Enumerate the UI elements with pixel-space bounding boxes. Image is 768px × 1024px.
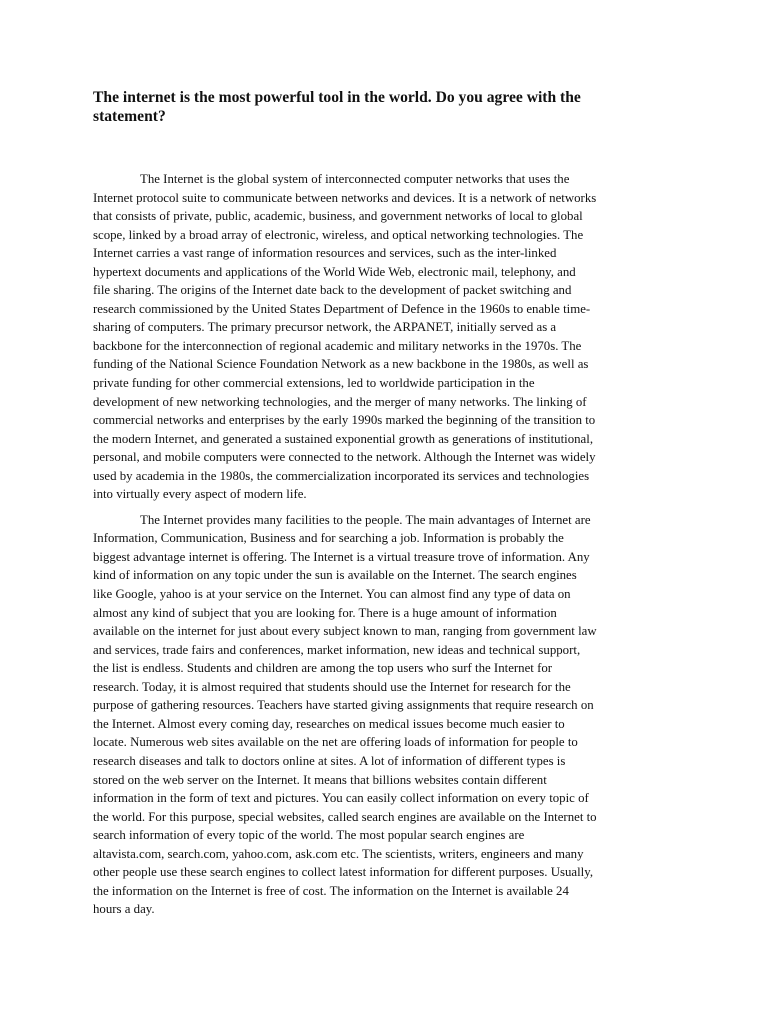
title-line: The internet is the most powerful tool in the world. Do you agree with the xyxy=(93,89,581,106)
text-line: The Internet provides many facilities to the people. The main advantages of Internet are xyxy=(140,512,591,527)
text-line: and services, trade fairs and conferences, market information, new ideas and technical support, xyxy=(93,642,581,657)
text-line: the world. For this purpose, special websites, called search engines are available on the Internet to xyxy=(93,809,597,824)
text-line: used by academia in the 1980s, the commercialization incorporated its services and technologies xyxy=(93,468,590,483)
text-line: information in the form of text and pictures. You can easily collect information on every topic of xyxy=(93,791,589,806)
text-line: hours a day. xyxy=(93,902,155,917)
text-line: available on the internet for just about every subject known to man, ranging from government law xyxy=(93,624,597,639)
document-body xyxy=(93,170,673,919)
text-line: research. Today, it is almost required that students should use the Internet for research for the xyxy=(93,679,571,694)
text-line: file sharing. The origins of the Internet date back to the development of packet switching and xyxy=(93,283,572,298)
text-line: development of new networking technologies, and the merger of many networks. The linking of xyxy=(93,394,587,409)
paragraph-2 xyxy=(93,511,673,919)
text-line: that consists of private, public, academic, business, and government networks of local to global xyxy=(93,209,583,224)
text-line: research commissioned by the United States Department of Defence in the 1960s to enable time- xyxy=(93,301,591,316)
text-line: Internet protocol suite to communicate between networks and devices. It is a network of networks xyxy=(93,190,597,205)
text-line: backbone for the interconnection of regional academic and military networks in the 1970s. The xyxy=(93,338,582,353)
paragraph-1 xyxy=(93,170,673,504)
text-line: the information on the Internet is free of cost. The information on the Internet is available 24 xyxy=(93,883,569,898)
text-line: other people use these search engines to collect latest information for different purposes. Usually, xyxy=(93,865,594,880)
text-line: private funding for other commercial extensions, led to worldwide participation in the xyxy=(93,376,535,391)
text-line: Internet carries a vast range of information resources and services, such as the inter-linked xyxy=(93,246,557,261)
text-line: the Internet. Almost every coming day, researches on medical issues become much easier to xyxy=(93,716,565,731)
text-line: the modern Internet, and generated a sustained exponential growth as generations of institutional, xyxy=(93,431,594,446)
text-line: research diseases and talk to doctors online at sites. A lot of information of different types is xyxy=(93,753,566,768)
text-line: almost any kind of subject that you are looking for. There is a huge amount of information xyxy=(93,605,557,620)
text-line: into virtually every aspect of modern life. xyxy=(93,487,307,502)
text-line: search information of every topic of the world. The most popular search engines are xyxy=(93,828,525,843)
text-line: altavista.com, search.com, yahoo.com, ask.com etc. The scientists, writers, engineers and many xyxy=(93,846,584,861)
text-line: The Internet is the global system of interconnected computer networks that uses the xyxy=(140,172,570,186)
title-line: statement? xyxy=(93,107,166,125)
text-line: biggest advantage internet is offering. The Internet is a virtual treasure trove of information. Any xyxy=(93,549,590,564)
text-line: the list is endless. Students and children are among the top users who surf the Internet for xyxy=(93,661,553,676)
document-title xyxy=(93,89,693,126)
text-line: sharing of computers. The primary precursor network, the ARPANET, initially served as a xyxy=(93,320,557,335)
text-line: stored on the web server on the Internet. It means that billions websites contain different xyxy=(93,772,547,787)
text-line: funding of the National Science Foundation Network as a new backbone in the 1980s, as well as xyxy=(93,357,589,372)
text-line: hypertext documents and applications of the World Wide Web, electronic mail, telephony, and xyxy=(93,264,576,279)
text-line: commercial networks and enterprises by the early 1990s marked the beginning of the transition to xyxy=(93,413,596,428)
text-line: like Google, yahoo is at your service on the Internet. You can almost find any type of data on xyxy=(93,587,571,602)
text-line: kind of information on any topic under the sun is available on the Internet. The search engines xyxy=(93,568,577,583)
text-line: locate. Numerous web sites available on the net are offering loads of information for people to xyxy=(93,735,578,750)
text-line: Information, Communication, Business and for searching a job. Information is probably the xyxy=(93,531,564,546)
text-line: purpose of gathering resources. Teachers have started giving assignments that require research on xyxy=(93,698,594,713)
text-line: personal, and mobile computers were connected to the network. Although the Internet was widely xyxy=(93,450,596,465)
text-line: scope, linked by a broad array of electronic, wireless, and optical networking technologies. The xyxy=(93,227,584,242)
